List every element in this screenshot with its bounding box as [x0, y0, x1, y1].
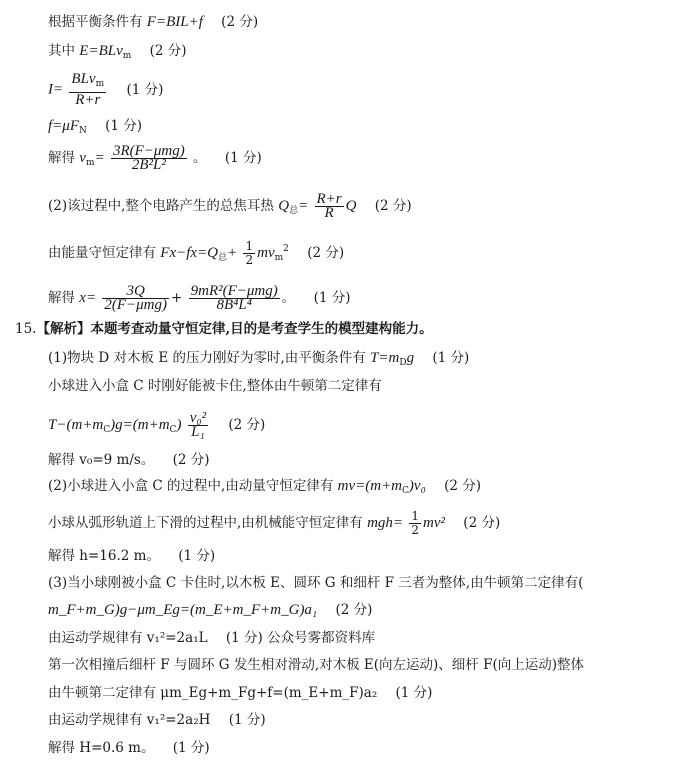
current-fraction: $\frac{BLv_m}{R+r}$ — [71, 71, 105, 108]
line-q15-part2: (2)小球进入小盒 C 的过程中,由动量守恒定律有 $mv=(m+m_C)v_0$ (2 分) — [48, 478, 482, 496]
line-q15-part3-eq: m_F+m_G)g−μm_Eg=(m_E+m_F+m_G)a₁ (2 分) — [48, 602, 373, 618]
x-fraction-2: $\frac{\text{9mR²(F−μmg)}}{\text{8B⁴L⁴}}$ — [190, 283, 278, 313]
line-emf: 其中 E=BLv$_m$ (2 分) — [48, 43, 187, 61]
vm-fraction: $\frac{\text{3R(F−μmg)}}{\text{2B²L²}}$ — [112, 143, 185, 173]
line-q15-mech-energy: 小球从弧形轨道上下滑的过程中,由机械能守恒定律有 mgh= $\frac{1}{2}$ mv² (2 分) — [48, 509, 501, 537]
line-current: I= $\frac{BLv_m}{R+r}$ (1 分) — [48, 71, 164, 108]
line-collision: 第一次相撞后细杆 F 与圆环 G 发生相对滑动,对木板 E(向左运动)、细杆 F(向上运动)整体 — [48, 657, 584, 673]
line-h-result: 解得 h=16.2 m。 (1 分) — [48, 548, 216, 564]
question-15-heading: 15.【解析】本题考查动量守恒定律,目的是考查学生的模型建构能力。 — [15, 321, 433, 337]
line-v1-second: 由运动学规律有 v₁²=2a₂H (1 分) — [48, 712, 266, 728]
mgh-fraction: $\frac{1}{2}$ — [411, 509, 419, 537]
line-v0-result: 解得 v₀=9 m/s。 (2 分) — [48, 452, 210, 468]
x-fraction-1: $\frac{3Q}{\text{2(F−μmg)}}$ — [104, 283, 168, 313]
line-q15-newton: $T-(m+m_C)g=(m+m_C)$ $\frac{\text{v₀²}}{\text{L₁}}$ (2 分) — [48, 410, 266, 440]
line-total-heat: (2)该过程中,整个电路产生的总焦耳热 $Q_总=$ $\frac{R+r}{R}$ Q (2 分) — [48, 191, 412, 221]
heat-fraction: $\frac{R+r}{R}$ — [316, 191, 342, 221]
line-friction: $f=\mu F_N$ (1 分) — [48, 118, 143, 136]
line-newton-second: 由牛顿第二定律有 μm_Eg+m_Fg+f=(m_E+m_F)a₂ (1 分) — [48, 685, 433, 701]
line-q15-catch: 小球进入小盒 C 时刚好能被卡住,整体由牛顿第二定律有 — [48, 378, 382, 394]
line-balance: 根据平衡条件有 F=BIL+f (2 分) — [48, 14, 259, 30]
line-energy: 由能量守恒定律有 $Fx-fx=Q_总+$ $\frac{1}{2}$ $mv_m^2$ (2 分) — [48, 239, 345, 267]
half-fraction: $\frac{1}{2}$ — [245, 239, 254, 267]
v0-fraction: $\frac{\text{v₀²}}{\text{L₁}}$ — [189, 410, 207, 440]
line-q15-part1: (1)物块 D 对木板 E 的压力刚好为零时,由平衡条件有 $T=m_Dg$ (1 分) — [48, 350, 470, 368]
line-v1-first: 由运动学规律有 v₁²=2a₁L (1 分) 公众号雾都资料库 — [48, 630, 376, 646]
line-q15-part3: (3)当小球刚被小盒 C 卡住时,以木板 E、圆环 G 和细杆 F 三者为整体,由牛顿第二定律有( — [48, 575, 584, 591]
line-vm-result: 解得 $v_m=$ $\frac{\text{3R(F−μmg)}}{\text{2B²L²}}$ 。 (1 分) — [48, 143, 262, 173]
line-H-result: 解得 H=0.6 m。 (1 分) — [48, 740, 210, 756]
line-x-result: 解得 x= $\frac{3Q}{\text{2(F−μmg)}}$ + $\frac{\text{9mR²(F−μmg)}}{\text{8B⁴L⁴}}$ 。 (1 分) — [48, 283, 351, 313]
